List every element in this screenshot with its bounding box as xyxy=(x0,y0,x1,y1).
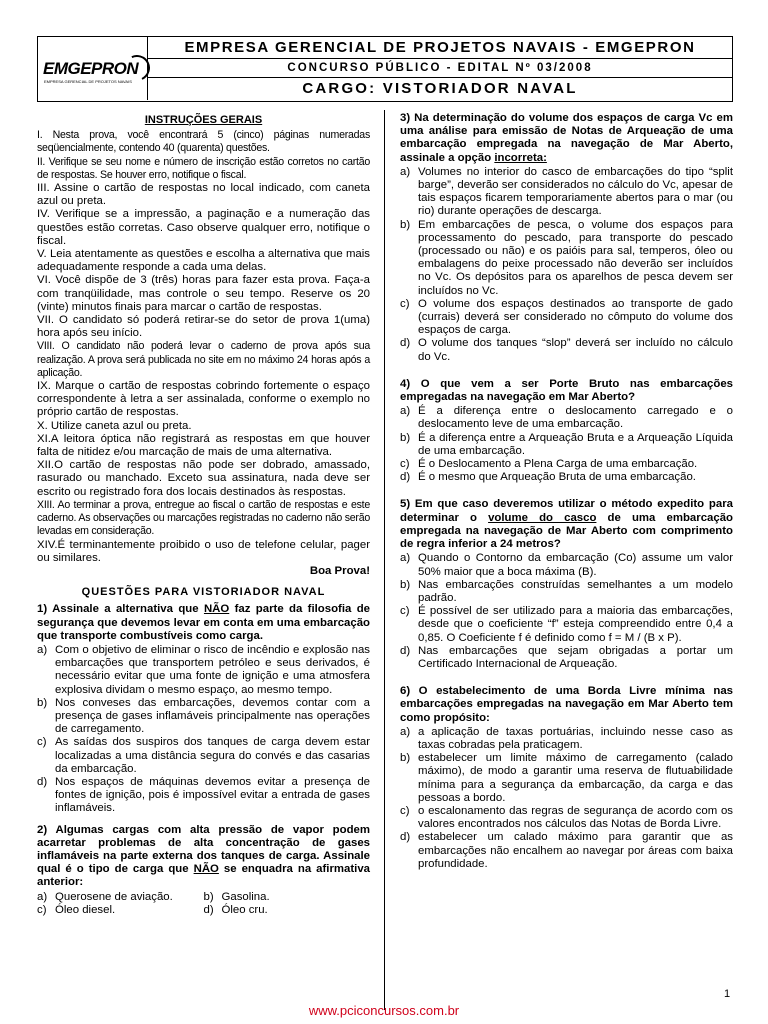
contest-title: CONCURSO PÚBLICO - EDITAL Nº 03/2008 xyxy=(148,59,732,78)
instructions-title: INSTRUÇÕES GERAIS xyxy=(144,114,263,126)
option[interactable] xyxy=(400,337,733,363)
questions-title: QUESTÕES PARA VISTORIADOR NAVAL xyxy=(81,586,326,599)
option-letter: d) xyxy=(203,903,214,916)
option-letter: d) xyxy=(37,775,48,788)
option-text: Em embarcações de pesca, o volume dos espaços para processamento do pescado, para transporte do pescado (processado ou não) e os paióis para sal, temperos, óleo ou embalagens do peixe processado não deverão ser incluídos no Vc. Os depósitos para os aparelhos de pesca devem ser incluídos no Vc. xyxy=(418,218,733,297)
option[interactable] xyxy=(37,776,370,816)
option-letter: b) xyxy=(37,696,48,709)
instruction-item: VI. Você dispõe de 3 (três) horas para fazer esta prova. Faça-a com tranqüilidade, mas controle o seu tempo. Reserve os 20 (vinte) minutos finais para marcar o cartão de respostas. xyxy=(37,274,370,313)
option[interactable] xyxy=(400,645,733,671)
q3-options xyxy=(400,166,733,364)
option-text: Querosene de aviação. xyxy=(55,890,173,903)
instruction-item: XII.O cartão de respostas não pode ser dobrado, amassado, rasurado ou manchado. Exceto sua assinatura, nada deve ser escrito ou registrado fora dos locais destinados às respostas. xyxy=(37,459,370,498)
instruction-item: II. Verifique se seu nome e número de inscrição estão corretos no cartão de respostas. Se houver erro, notifique o fiscal. xyxy=(37,155,370,181)
option[interactable] xyxy=(37,644,370,697)
question-2 xyxy=(37,824,370,890)
option[interactable] xyxy=(400,605,733,645)
option[interactable] xyxy=(400,805,733,831)
question-6: 6) O estabelecimento de uma Borda Livre mínima nas embarcações empregadas na navegação em Mar Aberto tem como propósito: xyxy=(400,685,733,724)
q2-options-row-1 xyxy=(37,891,370,904)
option[interactable] xyxy=(400,579,733,605)
column-divider xyxy=(384,110,385,1010)
instruction-item: XIII. Ao terminar a prova, entregue ao fiscal o cartão de respostas e este caderno. As observações ou marcações registradas no caderno não serão levadas em consideração. xyxy=(37,498,370,538)
option-letter: d) xyxy=(400,471,411,484)
option-letter: d) xyxy=(400,831,411,844)
option-letter: a) xyxy=(400,552,411,565)
q2-text-pre: 2) Algumas cargas com alta pressão de vapor podem acarretar problemas de alta concentração de gases inflamáveis na parte externa dos tanques de carga. Assinale qual é o tipo de carga que xyxy=(37,823,370,876)
option-text: Gasolina. xyxy=(221,890,270,903)
q2-text-emphasis: NÃO xyxy=(193,863,219,876)
cargo-title: CARGO: VISTORIADOR NAVAL xyxy=(302,80,578,97)
q4-options xyxy=(400,405,733,484)
instruction-item: III. Assine o cartão de respostas no local indicado, com caneta azul ou preta. xyxy=(37,182,370,208)
option-text: É possível de ser utilizado para a maioria das embarcações, desde que o coeficiente “f” esteja compreendido entre 0,4 a 0,85. O Coeficiente f é definido como f = M / (B x P). xyxy=(418,605,733,644)
option-letter: c) xyxy=(400,297,410,310)
option[interactable] xyxy=(400,726,733,752)
q1-text-post: faz parte da filosofia de segurança que devemos levar em conta em uma embarcação que transporte combustíveis como carga. xyxy=(37,603,370,642)
option-text: Nas embarcações que sejam obrigadas a portar um Certificado Internacional de Arqueação. xyxy=(418,644,733,670)
option-text: Volumes no interior do casco de embarcações do tipo “split barge”, deverão ser considerados no cálculo do Vc, apesar de tais espaços ficarem temporariamente abertos para o mar (ou rio) durante operações de descarga. xyxy=(418,165,733,218)
option[interactable] xyxy=(37,891,204,904)
option-text: Nos conveses das embarcações, devemos contar com a presença de gases inflamáveis principalmente nas operações de carregamento. xyxy=(55,696,370,736)
instruction-item: V. Leia atentamente as questões e escolha a alternativa que mais adequadamente responde a cada uma delas. xyxy=(37,248,370,274)
option-letter: c) xyxy=(400,804,410,817)
option-letter: c) xyxy=(37,903,47,916)
left-column xyxy=(37,112,370,917)
document-header xyxy=(37,36,733,102)
question-1 xyxy=(37,603,370,643)
option-letter: b) xyxy=(400,431,411,444)
q6-options xyxy=(400,726,733,871)
option-letter: b) xyxy=(400,578,411,591)
logo-subtitle: EMPRESA GERENCIAL DE PROJETOS NAVAIS xyxy=(44,79,132,84)
option-text: Quando o Contorno da embarcação (Co) assume um valor 50% maior que a boca máxima (B). xyxy=(418,552,733,578)
option-letter: b) xyxy=(203,890,214,903)
q5-text-post: de uma embarcação empregada na navegação de Mar Aberto com comprimento de regra inferior a 24 metros? xyxy=(400,511,733,551)
option-text: Nos espaços de máquinas devemos evitar a presença de fontes de ignição, pois é impossível evitar a entrada de gases inflamáveis. xyxy=(55,775,370,815)
option-text: É o Deslocamento a Plena Carga de uma embarcação. xyxy=(418,458,698,471)
instruction-item: XI.A leitora óptica não registrará as respostas em que houver falta de nitidez e/ou marcação de mais de uma alternativa. xyxy=(37,432,370,459)
option-text: Nas embarcações construídas semelhantes a um modelo padrão. xyxy=(418,578,733,604)
option[interactable] xyxy=(204,904,371,917)
option-text: estabelecer um calado máximo para garantir que as embarcações não encalhem ao navegar por áreas com baixa profundidade. xyxy=(418,831,733,870)
option-text: As saídas dos suspiros dos tanques de carga devem estar localizadas a uma distância segura do convés e das casarias da embarcação. xyxy=(55,736,370,775)
q5-text-pre: 5) Em que caso deveremos utilizar o método expedito para determinar o xyxy=(400,498,733,524)
option-text: É a diferença entre o deslocamento carregado e o deslocamento leve de uma embarcação. xyxy=(418,405,733,431)
option-letter: d) xyxy=(400,644,411,657)
option[interactable] xyxy=(400,831,733,871)
question-4: 4) O que vem a ser Porte Bruto nas embarcações empregadas na navegação em Mar Aberto? xyxy=(400,377,733,404)
option-text: o escalonamento das regras de segurança de acordo com os valores encontrados nos cálculos das Notas de Borda Livre. xyxy=(418,804,733,831)
q2-text-post: se enquadra na afirmativa anterior: xyxy=(37,863,370,889)
option-text: É a diferença entre a Arqueação Bruta e a Arqueação Líquida de uma embarcação. xyxy=(418,431,733,457)
instruction-item: IV. Verifique se a impressão, a paginação e a numeração das questões estão corretas. Caso observe qualquer erro, notifique o fiscal. xyxy=(37,208,370,247)
option-text: Com o objetivo de eliminar o risco de incêndio e explosão nas embarcações que transportem petróleo e seus derivados, é necessário evitar que uma fonte de ignição e uma atmosfera explosiva dividam o mesmo espaço, ao mesmo tempo. xyxy=(55,643,370,696)
option-letter: a) xyxy=(400,165,411,178)
option[interactable] xyxy=(400,432,733,458)
option[interactable] xyxy=(400,458,733,471)
question-5 xyxy=(400,498,733,551)
q2-options-row-2 xyxy=(37,904,370,917)
closing-text: Boa Prova! xyxy=(309,564,370,577)
option-letter: b) xyxy=(400,752,411,765)
q3-text-pre: 3) Na determinação do volume dos espaços de carga Vc em uma análise para emissão de Notas de Arqueação de uma embarcação empregada na navegação de Mar Aberto, assinale a opção xyxy=(400,112,733,164)
option-letter: d) xyxy=(400,337,411,350)
q1-text-emphasis: NÃO xyxy=(203,603,230,616)
option-text: Óleo cru. xyxy=(221,903,268,916)
instruction-item: I. Nesta prova, você encontrará 5 (cinco) páginas numeradas seqüencialmente, contendo 40 (quarenta) questões. xyxy=(37,129,370,155)
option[interactable] xyxy=(400,552,733,578)
option[interactable] xyxy=(400,219,733,298)
instructions-list xyxy=(37,129,370,565)
q5-text-emphasis: volume do casco xyxy=(488,511,597,524)
option[interactable] xyxy=(37,904,204,917)
option-letter: a) xyxy=(37,890,48,903)
company-title: EMPRESA GERENCIAL DE PROJETOS NAVAIS - EMGEPRON xyxy=(148,37,732,59)
logo-text: EMGEPRON xyxy=(43,59,139,78)
page-number: 1 xyxy=(724,988,731,1000)
instruction-item: XIV.É terminantemente proibido o uso de telefone celular, pager ou similares. xyxy=(37,538,370,564)
option[interactable] xyxy=(400,298,733,338)
option[interactable] xyxy=(400,166,733,219)
option-letter: c) xyxy=(400,458,410,471)
instruction-item: X. Utilize caneta azul ou preta. xyxy=(37,419,192,432)
option-text: O volume dos espaços destinados ao transporte de gado (currais) deverá ser considerado no cômputo do volume dos espaços de carga. xyxy=(418,297,733,337)
option-letter: a) xyxy=(400,725,411,738)
option-letter: c) xyxy=(37,736,47,749)
right-column xyxy=(400,112,733,871)
q1-text-pre: 1) Assinale a alternativa que xyxy=(37,603,204,616)
q5-options xyxy=(400,552,733,671)
option[interactable] xyxy=(204,891,371,904)
option[interactable] xyxy=(400,405,733,431)
instruction-item: IX. Marque o cartão de respostas cobrindo fortemente o espaço correspondente à letra a ser assinalada, conforme o exemplo no próprio cartão de respostas. xyxy=(37,380,370,419)
option[interactable] xyxy=(400,752,733,805)
option-letter: c) xyxy=(400,605,410,618)
instruction-item: VII. O candidato só poderá retirar-se do setor de prova 1(uma) hora após seu início. xyxy=(37,314,370,340)
option-text: É o mesmo que Arqueação Bruta de uma embarcação. xyxy=(418,471,696,484)
option-text: a aplicação de taxas portuárias, incluindo nesse caso as taxas cobradas pela praticagem. xyxy=(418,725,733,751)
instruction-item: VIII. O candidato não poderá levar o caderno de prova após sua realização. A prova será publicada no site em no máximo 24 horas após a aplicação. xyxy=(37,340,370,379)
option-letter: a) xyxy=(400,405,411,418)
option-text: estabelecer um limite máximo de carregamento (calado máximo), de modo a garantir uma reserva de flutuabilidade mínima para a segurança da embarcação, da carga e das pessoas a bordo. xyxy=(418,752,733,804)
option-letter: b) xyxy=(400,218,411,231)
option-text: O volume dos tanques “slop” deverá ser incluído no cálculo do Vc. xyxy=(418,337,733,363)
footer-url-link[interactable]: www.pciconcursos.com.br xyxy=(308,1003,460,1018)
q1-options xyxy=(37,644,370,816)
option[interactable] xyxy=(400,471,733,484)
emgepron-logo xyxy=(38,37,148,100)
option[interactable] xyxy=(37,736,370,776)
option[interactable] xyxy=(37,697,370,737)
option-letter: a) xyxy=(37,643,48,656)
question-3 xyxy=(400,112,733,165)
option-text: Óleo diesel. xyxy=(55,903,116,916)
q3-text-emphasis: incorreta: xyxy=(494,151,547,164)
